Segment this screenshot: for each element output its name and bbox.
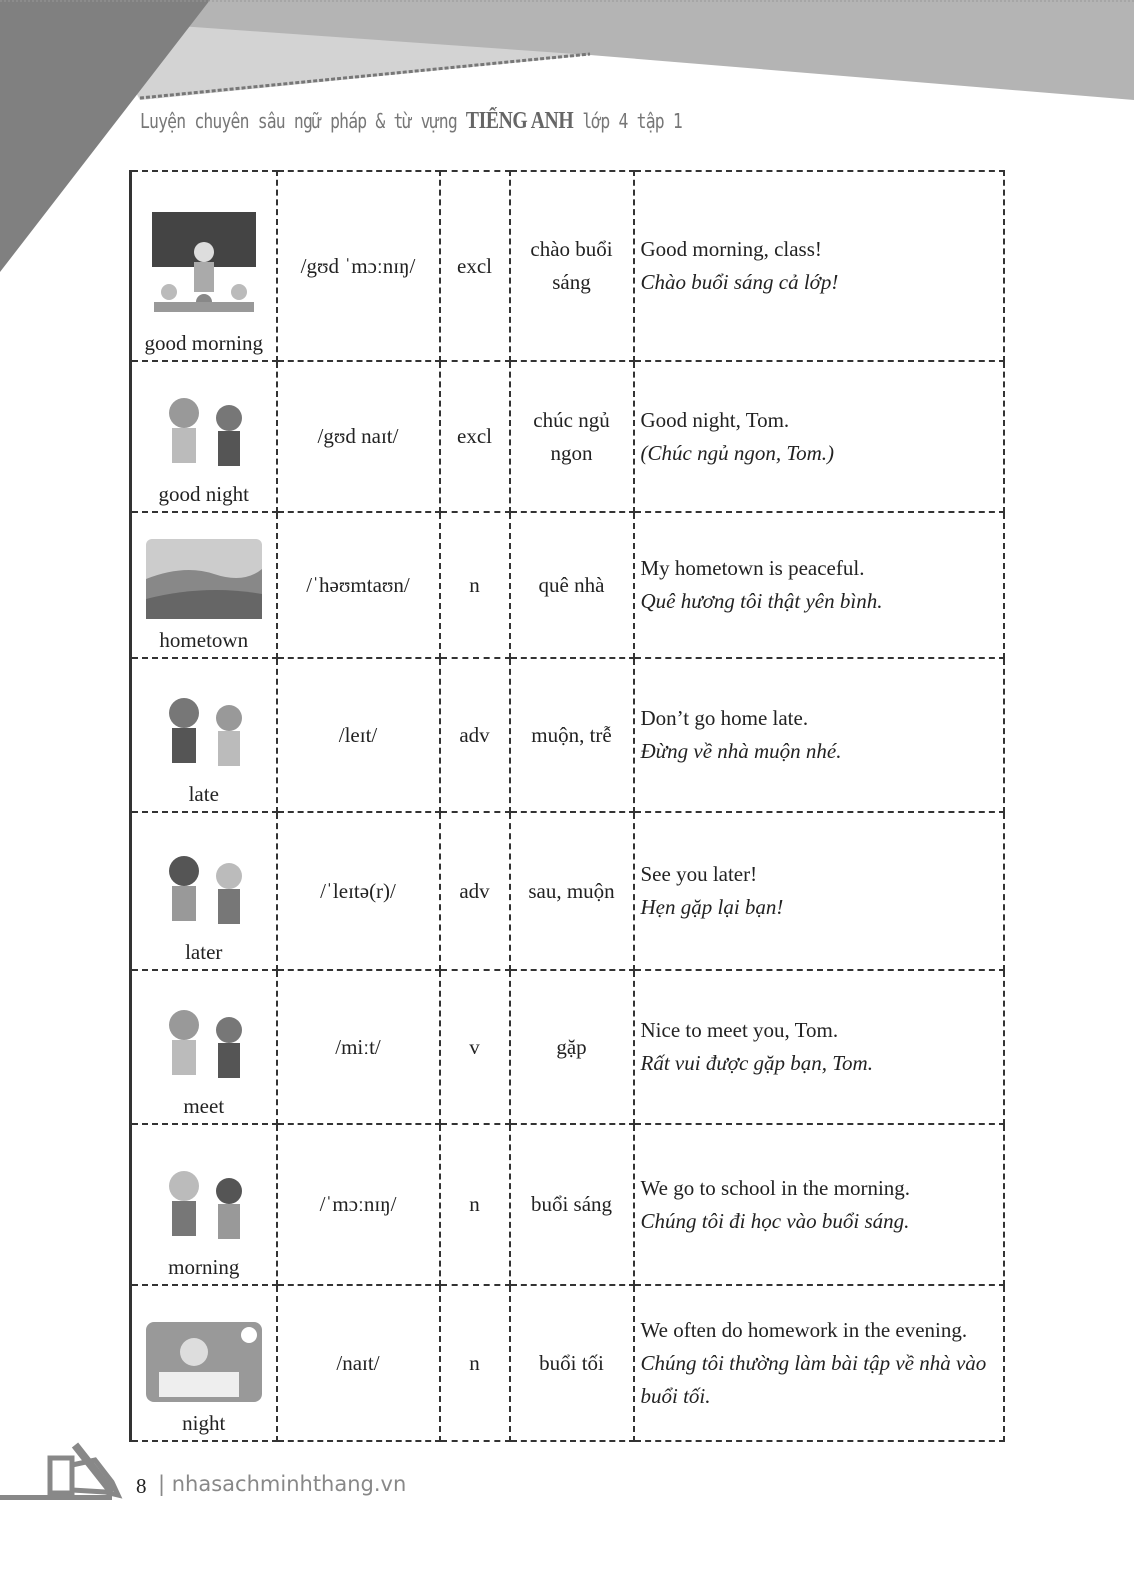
ipa: /leɪt/ <box>277 658 440 812</box>
title-suffix: lớp 4 tập 1 <box>582 109 682 133</box>
ipa: /gʊd naɪt/ <box>277 361 440 512</box>
ipa: /naɪt/ <box>277 1285 440 1441</box>
part-of-speech: adv <box>440 812 510 970</box>
ipa: /miːt/ <box>277 970 440 1124</box>
page-number: 8 <box>136 1474 147 1498</box>
word: late <box>188 782 219 806</box>
example-vi: Hẹn gặp lại bạn! <box>640 895 784 919</box>
example-cell <box>634 361 1004 512</box>
website: | nhasachminhthang.vn <box>158 1472 407 1496</box>
village-illustration <box>132 534 276 624</box>
word: night <box>182 1411 226 1435</box>
ipa: /ˈmɔːnɪŋ/ <box>277 1124 440 1285</box>
example-cell <box>634 512 1004 658</box>
meaning: chúc ngủ ngon <box>510 361 634 512</box>
example-cell <box>634 1285 1004 1441</box>
bedtime-illustration <box>132 388 276 478</box>
example-en: Don’t go home late. <box>640 706 809 730</box>
word-cell <box>131 512 277 658</box>
meaning: chào buổi sáng <box>510 171 634 361</box>
word: meet <box>183 1094 225 1118</box>
rooster-illustration <box>132 1161 276 1251</box>
example-en: We go to school in the morning. <box>640 1175 911 1200</box>
word: later <box>185 940 223 964</box>
table-row <box>131 512 1004 658</box>
title-bold: TIẾNG ANH <box>465 108 574 134</box>
waving-people-illustration <box>132 846 276 936</box>
example-cell <box>634 1124 1004 1285</box>
table-row <box>131 970 1004 1124</box>
example-en: We often do homework in the evening. <box>640 1317 968 1342</box>
example-en: My hometown is peaceful. <box>640 556 865 580</box>
example-vi: Đừng về nhà muộn nhé. <box>640 739 842 763</box>
word-cell <box>131 812 277 970</box>
handshake-illustration <box>132 1000 276 1090</box>
part-of-speech: n <box>440 512 510 658</box>
example-vi: Chúng tôi đi học vào buổi sáng. <box>640 1208 910 1233</box>
part-of-speech: n <box>440 1124 510 1285</box>
part-of-speech: n <box>440 1285 510 1441</box>
example-cell <box>634 970 1004 1124</box>
word-cell <box>131 658 277 812</box>
word: morning <box>168 1255 240 1279</box>
example-en: Good night, Tom. <box>640 407 790 432</box>
example-en: See you later! <box>640 862 758 886</box>
example-cell <box>634 658 1004 812</box>
table-row <box>131 1285 1004 1441</box>
part-of-speech: v <box>440 970 510 1124</box>
meaning: buổi tối <box>510 1285 634 1441</box>
ipa: /gʊd ˈmɔːnɪŋ/ <box>277 171 440 361</box>
book-title <box>140 108 682 135</box>
word: hometown <box>159 628 249 652</box>
example-cell <box>634 812 1004 970</box>
example-en: Nice to meet you, Tom. <box>640 1018 839 1042</box>
classroom-illustration <box>132 207 276 327</box>
part-of-speech: adv <box>440 658 510 812</box>
word-cell <box>131 1124 277 1285</box>
ipa: /ˈleɪtə(r)/ <box>277 812 440 970</box>
example-vi: Quê hương tôi thật yên bình. <box>640 589 883 613</box>
title-prefix: Luyện chuyên sâu ngữ pháp & từ vựng <box>140 109 457 133</box>
table-row <box>131 658 1004 812</box>
example-vi: Chào buổi sáng cả lớp! <box>640 270 839 294</box>
example-en: Good morning, class! <box>640 237 822 261</box>
example-vi: Chúng tôi thường làm bài tập về nhà vào buổi tối. <box>640 1350 987 1408</box>
part-of-speech: excl <box>440 171 510 361</box>
table-row <box>131 171 1004 361</box>
example-vi: Rất vui được gặp bạn, Tom. <box>640 1051 873 1075</box>
table-row <box>131 361 1004 512</box>
example-vi: (Chúc ngủ ngon, Tom.) <box>640 440 834 465</box>
example-cell <box>634 171 1004 361</box>
word: good morning <box>144 331 263 355</box>
meaning: buổi sáng <box>510 1124 634 1285</box>
word-cell <box>131 970 277 1124</box>
running-boy-illustration <box>132 688 276 778</box>
meaning: quê nhà <box>510 512 634 658</box>
word-cell <box>131 1285 277 1441</box>
table-row <box>131 812 1004 970</box>
table-row <box>131 1124 1004 1285</box>
word-cell <box>131 171 277 361</box>
ipa: /ˈhəʊmtaʊn/ <box>277 512 440 658</box>
meaning: sau, muộn <box>510 812 634 970</box>
meaning: muộn, trễ <box>510 658 634 812</box>
word-cell <box>131 361 277 512</box>
meaning: gặp <box>510 970 634 1124</box>
part-of-speech: excl <box>440 361 510 512</box>
homework-illustration <box>132 1317 276 1407</box>
word: good night <box>158 482 249 506</box>
vocabulary-table <box>129 170 1005 1442</box>
